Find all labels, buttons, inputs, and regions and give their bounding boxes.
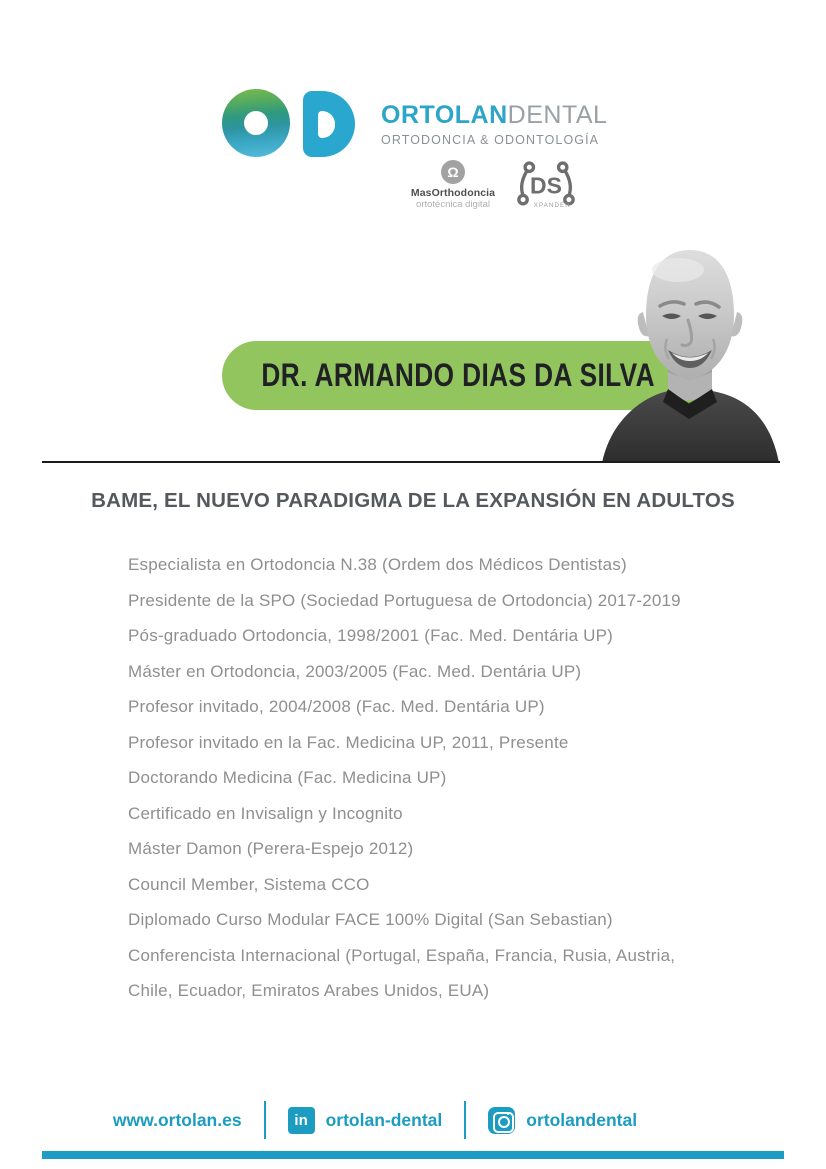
brand-tagline: ORTODONCIA & ODONTOLOGÍA <box>381 133 600 147</box>
bottom-accent-bar <box>42 1151 784 1159</box>
linkedin-icon: in <box>288 1107 315 1134</box>
expander-arms-icon <box>514 161 578 209</box>
ds-initials: DS <box>530 172 562 199</box>
footer-divider <box>264 1101 266 1139</box>
ds-subtitle: XPANDER <box>533 201 571 209</box>
website-link[interactable]: www.ortolan.es <box>112 1109 242 1130</box>
masorthodoncia-logo <box>398 160 508 210</box>
credentials-list <box>128 547 708 1009</box>
page-title: BAME, EL NUEVO PARADIGMA DE LA EXPANSIÓN EN ADULTOS <box>91 489 735 512</box>
ortolan-d-logo-mark <box>303 91 355 157</box>
divider-rule <box>42 461 780 463</box>
instagram-handle: ortolandental <box>526 1109 638 1130</box>
footer <box>0 1101 788 1139</box>
credential-item: Pós-graduado Ortodoncia, 1998/2001 (Fac. Med. Dentária UP) <box>128 626 614 645</box>
doctor-photo <box>598 232 780 463</box>
doctor-portrait-image <box>598 232 780 463</box>
tooth-icon: Ω <box>441 160 465 184</box>
masorthodoncia-subtitle: ortotécnica digital <box>416 199 490 210</box>
brand-name-secondary: DENTAL <box>507 101 608 129</box>
linkedin-link[interactable] <box>288 1107 443 1134</box>
linkedin-handle: ortolan-dental <box>325 1109 443 1130</box>
credential-item: Máster en Ortodoncia, 2003/2005 (Fac. Med. Dentária UP) <box>128 661 582 681</box>
credential-item: Máster Damon (Perera-Espejo 2012) <box>128 839 414 858</box>
instagram-icon <box>488 1107 515 1134</box>
credential-item: Council Member, Sistema CCO <box>128 874 370 894</box>
footer-divider <box>464 1101 466 1139</box>
credential-item: Profesor invitado, 2004/2008 (Fac. Med. Dentária UP) <box>128 697 545 716</box>
ds-xpander-logo <box>514 161 578 209</box>
instagram-link[interactable] <box>488 1107 637 1134</box>
credential-item: Doctorando Medicina (Fac. Medicina UP) <box>128 768 447 787</box>
credential-item: Especialista en Ortodoncia N.38 (Ordem dos Médicos Dentistas) <box>128 555 627 574</box>
brand-name <box>381 101 607 130</box>
credential-item: Diplomado Curso Modular FACE 100% Digital (San Sebastian) <box>128 910 613 929</box>
brand-name-primary: ORTOLAN <box>381 101 508 129</box>
credential-item: Profesor invitado en la Fac. Medicina UP, 2011, Presente <box>128 732 569 752</box>
masorthodoncia-name: MasOrthodoncia <box>410 187 496 199</box>
credential-item: Presidente de la SPO (Sociedad Portuguesa de Ortodoncia) 2017-2019 <box>128 590 681 610</box>
doctor-name: DR. ARMANDO DIAS DA SILVA <box>261 357 655 393</box>
credential-item: Conferencista Internacional (Portugal, España, Francia, Rusia, Austria, Chile, Ecuador, Emiratos Arabes Unidos, EUA) <box>128 945 676 1000</box>
credential-item: Certificado en Invisalign y Incognito <box>128 803 403 823</box>
ortolan-o-logo-mark <box>222 89 290 157</box>
brand-wordmark <box>381 101 607 147</box>
